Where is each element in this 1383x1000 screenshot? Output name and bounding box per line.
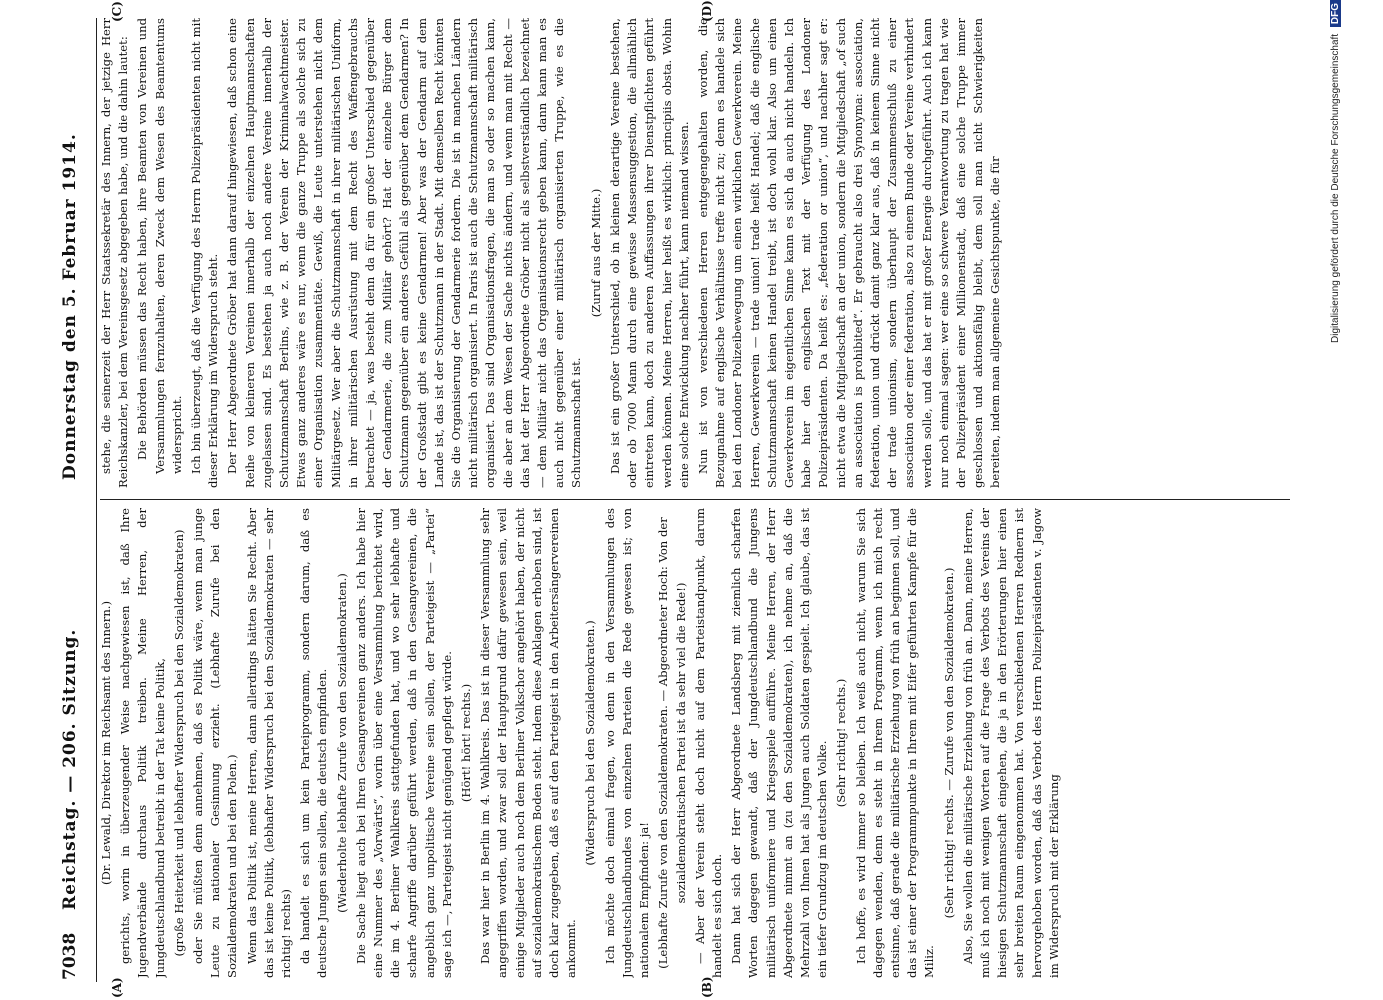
paragraph: Wenn das Politik ist, meine Herren, dann allerdings hätten Sie Recht. Aber das ist keine Politik, (lebhafter Widerspruch bei den Sozialdemokraten — sehr richtig! rechts)	[244, 508, 294, 978]
paragraph: Dann hat sich der Herr Abgeordnete Landsberg mit ziemlich scharfen Worten dagegen gewandt, daß der Jungdeutschlandbund die Jungens militärisch uniformiere und Kriegsspiele aufführe. Meine Herren, der Herr Abgeordnete nimmt an (zu den Sozialdemokraten), ich nehme an, daß die Mehrzahl von Ihnen hat als Jungen auch Soldaten gespielt. Ich glaube, das ist ein tiefer Grundzug im deutschen Volke.	[729, 508, 830, 978]
margin-mark-d: (D)	[700, 0, 714, 22]
paragraph: Der Herr Abgeordnete Gröber hat dann darauf hingewiesen, daß schon eine Reihe von kleineren Vereinen innerhalb der einzelnen Hauptmannschaften zugelassen sind. Es bestehen ja auch noch andere Vereine innerhalb der Schutzmannschaft Berlins, wie z. B. der Verein der Kriminalwachtmeister. Etwas ganz anderes wäre es nur, wenn die ganze Truppe als solche sich zu einer Organisation zusammentäte. Gewiß, die Leute unterstehen nicht dem Militärgesetz. Wer aber die Schutzmannschaft in ihrer militärischen Uniform, in ihrer militärischen Ausrüstung mit dem Recht des Waffengebrauchs betrachtet — ja, was besteht denn da für ein großer Unterschied gegenüber der Gendarmerie, die zum Militär gehört? Hat der einzelne Bürger dem Schutzmann gegenüber ein anderes Gefühl als gegenüber dem Gendarmen? In der Großstadt gibt es keine Gendarmen! Aber was der Gendarm auf dem Lande ist, das ist der Schutzmann in der Stadt. Mit demselben Recht könnten Sie die Organisierung der Gendarmerie fordern. Die ist in manchen Ländern nicht militärisch organisiert. In Paris ist auch die Schutzmannschaft militärisch organisiert. Das sind Organisationsfragen, die man so oder so machen kann, die aber an dem Wesen der Sache nichts ändern, und wenn man mit Recht — das hat der Herr Abgeordnete Gröber nicht als selbstverständlich bezeichnet — dem Militär nicht das Organisationsrecht geben kann, dann kann man es auch nicht gegenüber einer militärisch organisierten Truppe, wie es die Schutzmannschaft ist.	[225, 18, 584, 488]
paragraph: Ich bin überzeugt, daß die Verfügung des Herrn Polizeipräsidenten nicht mit dieser Erklärung im Widerspruch steht.	[189, 18, 221, 488]
footer-text: Digitalisierung gefördert durch die Deutsche Forschungsgemeinschaft	[1330, 33, 1341, 343]
paragraph: Die Sache liegt auch bei Ihren Gesangvereinen ganz anders. Ich habe hier eine Nummer des „Vorwärts“, worin über eine Versammlung berichtet wird, die im 4. Berliner Wahlkreis stattgefunden hat, und wo sehr lebhafte und scharfe Angriffe darüber geführt werden, daß in den Gesangvereinen, die angeblich ganz unpolitische Vereine sein sollen, der Parteigeist — „Partei“ sage ich —, Parteigeist nicht genügend gepflegt würde.	[353, 508, 454, 978]
page-number: 7038	[60, 932, 80, 980]
right-column	[98, 18, 1288, 488]
paragraph: Ich möchte doch einmal fragen, wo denn in den Versammlungen des Jungdeutschlandbundes von einzelnen Parteien die Rede gewesen ist; von nationalem Empfinden: ja!	[602, 508, 652, 978]
margin-mark-a: (A)	[110, 977, 124, 998]
paragraph: Das war hier in Berlin im 4. Wahlkreis. Das ist in dieser Versammlung sehr angegriffen worden, und zwar soll der Hauptgrund dafür gewesen sein, weil einige Mitglieder auch noch dem Berliner Volkschor angehört haben, der nicht auf sozialdemokratischem Boden steht. Indem diese Anklagen erhoben sind, ist doch klar zugegeben, daß es auf den Parteigeist in den Arbeitersängervereinen ankommt.	[478, 508, 579, 978]
margin-mark-c: (C)	[110, 1, 124, 22]
header-rule	[96, 18, 97, 982]
interjection: (Sehr richtig! rechts.)	[834, 678, 849, 808]
interjection: (Hört! hört! rechts.)	[459, 683, 474, 803]
interjection: (Lebhafte Zurufe von den Sozialdemokraten. — Abgeordneter Hoch: Von der sozialdemokratischen Partei ist da sehr viel die Rede!)	[656, 517, 688, 969]
paragraph: — Aber der Verein steht doch nicht auf dem Parteistandpunkt, darum handelt es sich doch.	[692, 508, 724, 978]
interjection: (Widerspruch bei den Sozialdemokraten.)	[583, 620, 598, 866]
session-title: Reichstag. — 206. Sitzung.	[60, 628, 80, 910]
paragraph: Das ist ein großer Unterschied, ob in kleinen derartige Vereine bestehen, oder ob 7000 Mann durch eine gewisse Massensuggestion, die allmählich eintreten kann, doch zu anderen Auffassungen ihrer Dienstpflichten geführt werden können. Meine Herren, hier heißt es wirklich: principiis obsta. Wohin eine solche Entwicklung nachher führt, kann niemand wissen.	[607, 18, 691, 488]
paragraph: Also, Sie wollen die militärische Erziehung von früh an. Dann, meine Herren, muß ich noch mit wenigen Worten auf die Frage des Verbots des Vereins der hiesigen Schutzmannschaft eingehen, die ja in den Erörterungen hier einen sehr breiten Raum eingenommen hat. Von verschiedenen Herren Rednern ist hervorgehoben worden, daß das Verbot des Herrn Polizeipräsidenten v. Jagow im Widerspruch mit der Erklärung	[960, 508, 1061, 978]
dfg-logo: DFG	[1330, 0, 1341, 27]
interjection: (Sehr richtig! rechts. — Zurufe von den Sozialdemokraten.)	[941, 567, 956, 919]
dfg-footer	[1330, 0, 1348, 1000]
paragraph: gerichts, worin in überzeugender Weise nachgewiesen ist, daß Ihre Jugendverbände durchaus Politik treiben. Meine Herren, der Jungdeutschlandbund betreibt in der Tat keine Politik,	[118, 508, 167, 978]
session-date: Donnerstag den 5. Februar 1914.	[60, 133, 80, 480]
paragraph: Nun ist von verschiedenen Herren entgegengehalten worden, die Bezugnahme auf englische Verhältnisse treffe nicht zu; denn es handele sich bei den Londoner Polizeibewegung um einen wirklichen Gewerkverein. Meine Herren, Gewerkverein — trade union! trade heißt Handel; daß die englische Schutzmannschaft keinen Handel treibt, ist doch wohl klar. Also um einen Gewerkverein im eigentlichen Sinne kann es sich da auch nicht handeln. Ich habe hier den englischen Text mit der Verfügung des Londoner Polizeipräsidenten. Da heißt es: „federation or union“, und nachher sagt er: nicht etwa die Mitgliedschaft an der union, sondern die Mitgliedschaft „of such an association is prohibited“. Er gebraucht also drei Synonyma: association, federation, union und drückt damit ganz klar aus, daß in keinem Sinne nicht der trade unionism, sondern überhaupt der Zusammenschluß zu einer association oder einer federation, also zu einem Bunde oder Vereine verhindert werden solle, und das hat er mit großer Energie durchgeführt. Auch ich kann nur noch einmal sagen: wer eine so schwere Verantwortung zu tragen hat wie der Polizeipräsident einer Millionenstadt, daß eine solche Truppe immer geschlossen und aktionsfähig bleibt, dem soll man nicht Schwierigkeiten bereiten, indem man allgemeine Gesichtspunkte, die für	[695, 18, 1003, 488]
paragraph: da handelt es sich um kein Parteiprogramm, sondern darum, daß es deutsche Jungen sein sollen, die deutsch empfinden.	[298, 508, 330, 978]
paragraph: oder Sie müßten denn annehmen, daß es Politik wäre, wenn man junge Leute zu nationaler Gesinnung erzieht. (Lebhafte Zurufe bei den Sozialdemokraten und bei den Polen.)	[191, 508, 240, 978]
column-divider	[100, 499, 1290, 500]
interjection: (Wiederholte lebhafte Zurufe von den Sozialdemokraten.)	[334, 573, 349, 913]
interjection: (große Heiterkeit und lebhafter Widerspruch bei den Sozialdemokraten)	[171, 529, 186, 957]
interjection: (Zuruf aus der Mitte.)	[588, 188, 603, 318]
speaker-note: (Dr. Lewald, Direktor im Reichsamt des Innern.)	[99, 601, 113, 886]
page-header	[60, 20, 100, 980]
margin-mark-b: (B)	[700, 976, 714, 998]
paragraph: stehe, die seinerzeit der Herr Staatssekretär des Innern, der jetzige Herr Reichskanzler, bei dem Vereinsgesetz abgegeben habe, und die dahin lautet:	[99, 18, 131, 488]
paragraph: Ich hoffe, es wird immer so bleiben. Ich weiß auch nicht, warum Sie sich dagegen wenden, denn es steht in Ihrem Programm, wenn ich mich recht entsinne, daß gerade die militärische Erziehung von früh an beginnen soll, und das ist einer der Programmpunkte in Ihrem mit Eifer geführten Kampfe für die Miliz.	[853, 508, 937, 978]
left-column	[98, 508, 1288, 978]
quotation: Die Behörden müssen das Recht haben, ihre Beamten von Vereinen und Versammlungen fernzuhalten, deren Zweck dem Wesen des Beamtentums widerspricht.	[135, 18, 184, 474]
